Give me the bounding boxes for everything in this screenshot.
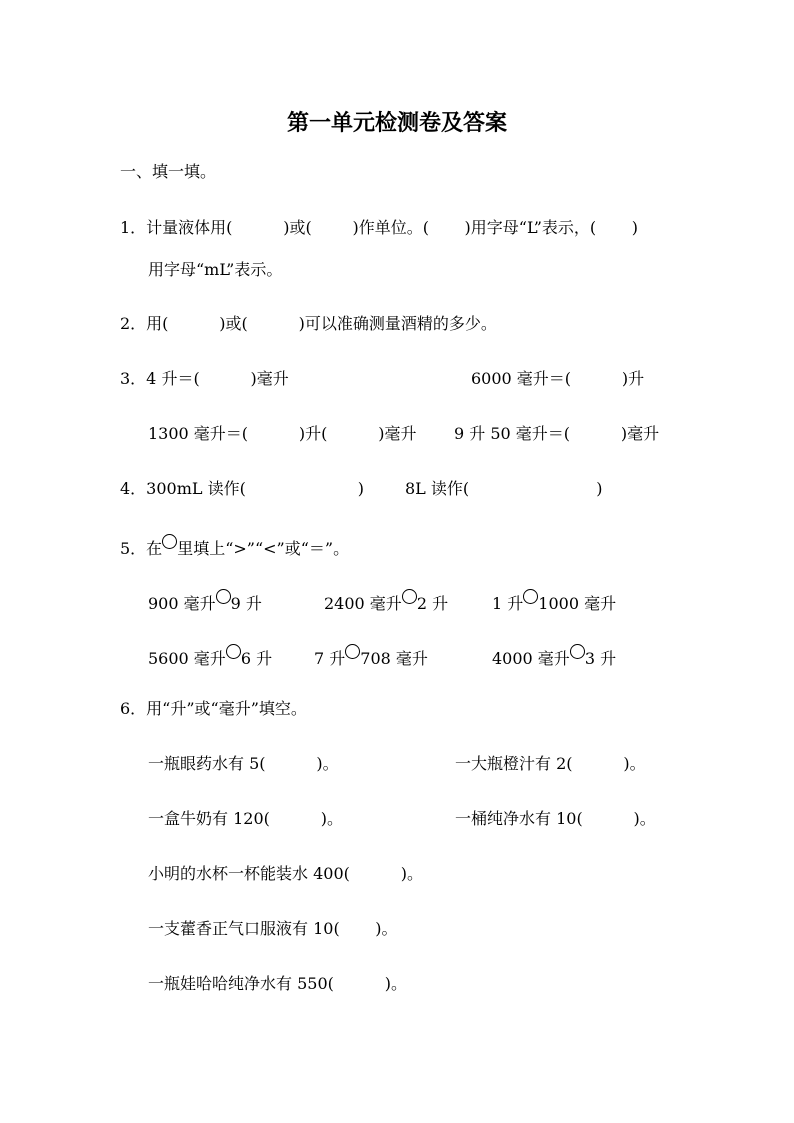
compare-left: 5600 毫升 [148, 649, 226, 668]
compare-circle-icon[interactable] [570, 644, 585, 659]
compare-right: 2 升 [416, 594, 449, 613]
question-6-e: 小明的水杯一杯能装水 400( )。 [148, 864, 423, 883]
question-3-d: 9 升 50 毫升＝( )毫升 [454, 424, 660, 443]
question-6-c: 一盒牛奶有 120( )。 [148, 809, 343, 828]
compare-right: 6 升 [240, 649, 273, 668]
compare-left: 900 毫升 [148, 594, 216, 613]
question-6-g: 一瓶娃哈哈纯净水有 550( )。 [148, 974, 407, 993]
question-6-b: 一大瓶橙汁有 2( )。 [455, 754, 646, 773]
compare-item [492, 644, 616, 669]
question-4-a: 4．300mL 读作( ) [120, 479, 364, 498]
compare-right: 1000 毫升 [538, 594, 617, 613]
compare-circle-icon[interactable] [402, 589, 417, 604]
q5-post: 里填上“>”“<”或“＝”。 [177, 539, 350, 558]
compare-item [148, 644, 272, 669]
question-3-b: 6000 毫升＝( )升 [471, 369, 645, 388]
section-heading: 一、填一填。 [120, 162, 217, 181]
compare-item [314, 644, 428, 669]
compare-item [492, 589, 616, 614]
question-1-line-2: 用字母“mL”表示。 [148, 260, 283, 279]
page-title: 第一单元检测卷及答案 [286, 111, 507, 136]
question-3-a: 3．4 升＝( )毫升 [120, 369, 289, 388]
compare-right: 3 升 [584, 649, 617, 668]
question-1-line-1: 1．计量液体用( )或( )作单位。( )用字母“L”表示，( ) [120, 218, 639, 237]
compare-circle-icon[interactable] [216, 589, 231, 604]
compare-left: 2400 毫升 [324, 594, 402, 613]
compare-circle-icon[interactable] [345, 644, 360, 659]
compare-right: 9 升 [230, 594, 262, 613]
question-2: 2．用( )或( )可以准确测量酒精的多少。 [120, 314, 497, 333]
question-6-a: 一瓶眼药水有 5( )。 [148, 754, 339, 773]
compare-circle-icon[interactable] [226, 644, 241, 659]
question-4-b: 8L 读作( ) [405, 479, 603, 498]
question-6-f: 一支藿香正气口服液有 10( )。 [148, 919, 398, 938]
question-6-d: 一桶纯净水有 10( )。 [455, 809, 656, 828]
question-5-instruction [120, 534, 349, 559]
compare-circle-icon [162, 534, 177, 549]
compare-circle-icon[interactable] [523, 589, 538, 604]
compare-left: 4000 毫升 [492, 649, 570, 668]
q5-pre: 5．在 [120, 539, 163, 558]
compare-item [324, 589, 448, 614]
question-6-heading: 6．用“升”或“毫升”填空。 [120, 699, 307, 718]
compare-right: 708 毫升 [360, 649, 428, 668]
compare-left: 1 升 [492, 594, 524, 613]
compare-item [148, 589, 262, 614]
question-3-c: 1300 毫升＝( )升( )毫升 [148, 424, 417, 443]
compare-left: 7 升 [314, 649, 346, 668]
